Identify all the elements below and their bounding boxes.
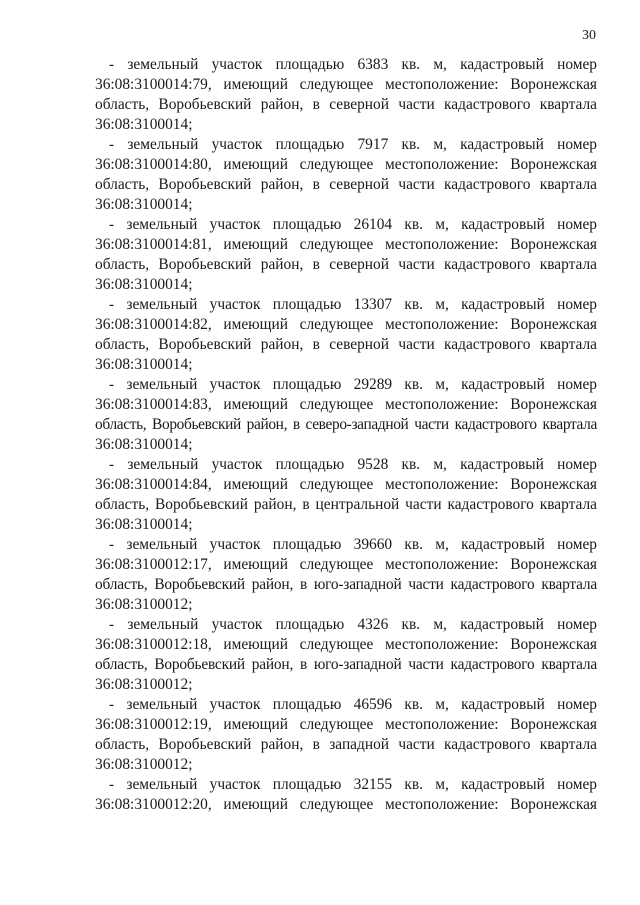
entry-line: - земельный участок площадью 39660 кв. м, кадастровый номер	[109, 536, 597, 553]
entry-line: 36:08:3100014:81, имеющий следующее местоположение: Воронежская	[95, 236, 597, 253]
entry-line: 36:08:3100014;	[95, 196, 193, 213]
entry-line: область, Воробьевский район, в северной части кадастрового квартала	[95, 176, 597, 193]
entry-line: 36:08:3100012:20, имеющий следующее местоположение: Воронежская	[95, 796, 597, 813]
entry-line: область, Воробьевский район, в северо-западной части кадастрового квартала	[95, 416, 597, 433]
entry-line: область, Воробьевский район, в юго-западной части кадастрового квартала	[95, 576, 597, 593]
entry-line: - земельный участок площадью 4326 кв. м, кадастровый номер	[109, 616, 597, 633]
entry-line: 36:08:3100012:19, имеющий следующее местоположение: Воронежская	[95, 716, 597, 733]
page-number: 30	[582, 28, 596, 43]
entry-line: 36:08:3100014:79, имеющий следующее местоположение: Воронежская	[95, 76, 597, 93]
list-item	[95, 775, 597, 815]
entry-line: 36:08:3100014:80, имеющий следующее местоположение: Воронежская	[95, 156, 597, 173]
list-item	[95, 535, 597, 615]
list-item	[95, 615, 597, 695]
entry-line: - земельный участок площадью 46596 кв. м, кадастровый номер	[109, 696, 597, 713]
entry-line: область, Воробьевский район, в центральной части кадастрового квартала	[95, 496, 597, 513]
entry-line: 36:08:3100012:18, имеющий следующее местоположение: Воронежская	[95, 636, 597, 653]
list-item	[95, 695, 597, 775]
entry-line: - земельный участок площадью 26104 кв. м, кадастровый номер	[109, 216, 597, 233]
list-item	[95, 135, 597, 215]
entry-line: область, Воробьевский район, в северной части кадастрового квартала	[95, 96, 597, 113]
entry-line: - земельный участок площадью 9528 кв. м, кадастровый номер	[109, 456, 597, 473]
entry-line: 36:08:3100012;	[95, 676, 193, 693]
entry-line: область, Воробьевский район, в западной части кадастрового квартала	[95, 736, 597, 753]
entry-line: область, Воробьевский район, в северной части кадастрового квартала	[95, 336, 597, 353]
list-item	[95, 55, 597, 135]
entry-line: 36:08:3100012;	[95, 596, 193, 613]
entry-line: 36:08:3100014;	[95, 436, 193, 453]
entry-line: 36:08:3100012;	[95, 756, 193, 773]
document-body	[95, 55, 597, 815]
entry-line: - земельный участок площадью 13307 кв. м, кадастровый номер	[109, 296, 597, 313]
list-item	[95, 215, 597, 295]
list-item	[95, 295, 597, 375]
entry-line: - земельный участок площадью 32155 кв. м, кадастровый номер	[109, 776, 597, 793]
entry-line: 36:08:3100014;	[95, 116, 193, 133]
entry-line: 36:08:3100014:84, имеющий следующее местоположение: Воронежская	[95, 476, 597, 493]
entry-line: 36:08:3100012:17, имеющий следующее местоположение: Воронежская	[95, 556, 597, 573]
list-item	[95, 375, 597, 455]
entry-line: область, Воробьевский район, в северной части кадастрового квартала	[95, 256, 597, 273]
list-item	[95, 455, 597, 535]
entry-line: - земельный участок площадью 29289 кв. м, кадастровый номер	[109, 376, 597, 393]
entry-line: область, Воробьевский район, в юго-западной части кадастрового квартала	[95, 656, 597, 673]
entry-line: 36:08:3100014:82, имеющий следующее местоположение: Воронежская	[95, 316, 597, 333]
entry-line: 36:08:3100014;	[95, 516, 193, 533]
entry-line: 36:08:3100014;	[95, 276, 193, 293]
entry-line: - земельный участок площадью 7917 кв. м, кадастровый номер	[109, 136, 597, 153]
entry-line: 36:08:3100014:83, имеющий следующее местоположение: Воронежская	[95, 396, 597, 413]
entry-line: - земельный участок площадью 6383 кв. м, кадастровый номер	[109, 56, 597, 73]
entry-line: 36:08:3100014;	[95, 356, 193, 373]
